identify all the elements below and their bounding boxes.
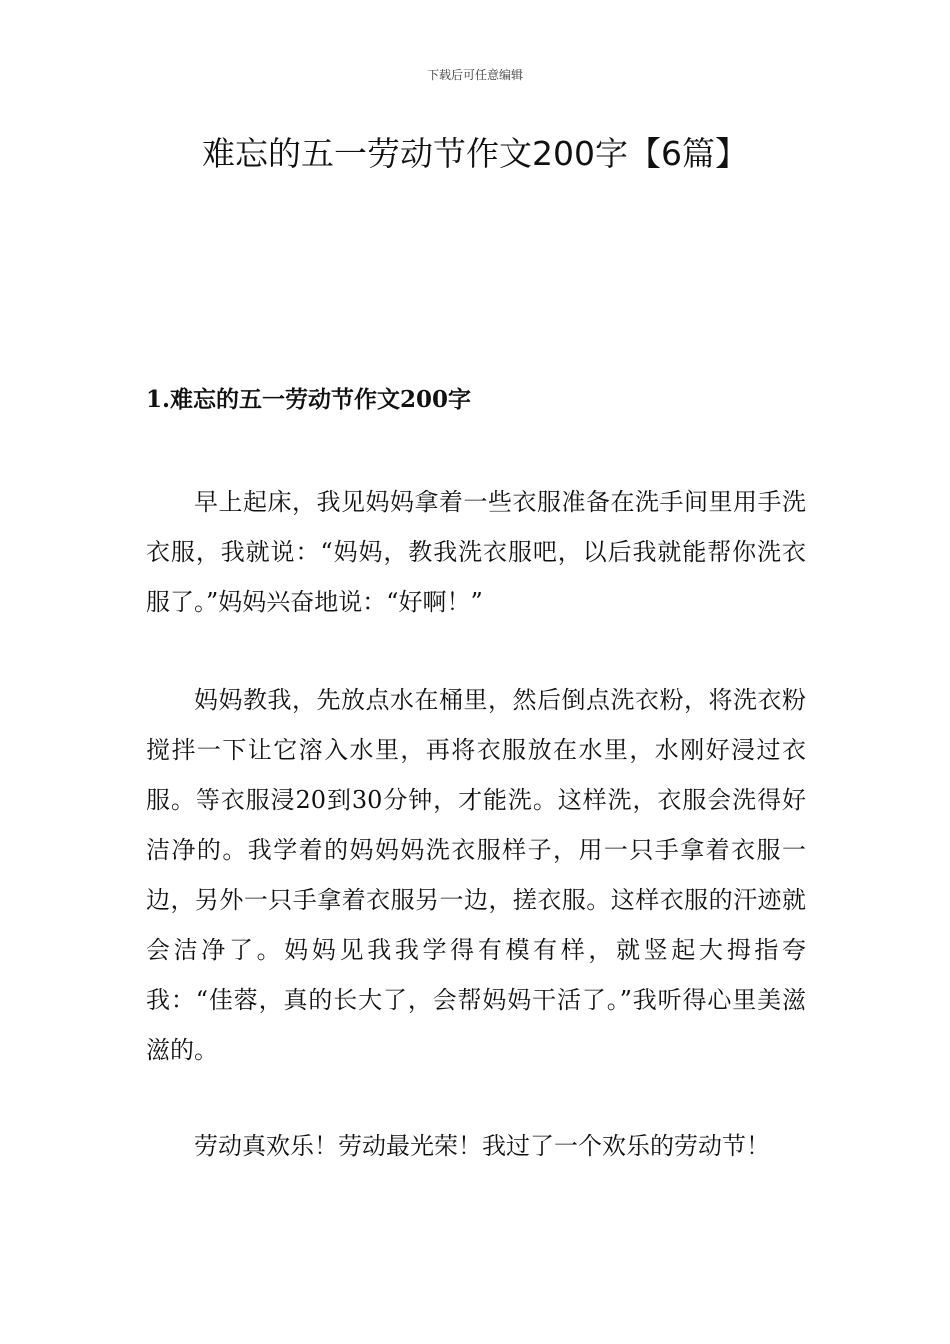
paragraph-1: 早上起床，我见妈妈拿着一些衣服准备在洗手间里用手洗衣服，我就说：“妈妈，教我洗衣服吧，以后我就能帮你洗衣服了。”妈妈兴奋地说：“好啊！” (146, 488, 806, 616)
header-note: 下载后可任意编辑 (426, 68, 523, 82)
paragraph-3: 劳动真欢乐！劳动最光荣！我过了一个欢乐的劳动节！ (194, 1132, 770, 1160)
document-title: 难忘的五一劳动节作文200字【6篇】 (202, 134, 748, 173)
paragraph-2: 妈妈教我，先放点水在桶里，然后倒点洗衣粉，将洗衣粉搅拌一下让它溶入水里，再将衣服放在水里，水刚好浸过衣服。等衣服浸20到30分钟，才能洗。这样洗，衣服会洗得好洁净的。我学着的妈妈妈洗衣服样子，用一只手拿着衣服一边，另外一只手拿着衣服另一边，搓衣服。这样衣服的汗迹就会洁净了。妈妈见我我学得有模有样，就竖起大拇指夸我：“佳蓉，真的长大了，会帮妈妈干活了。”我听得心里美滋滋的。 (146, 686, 806, 1064)
section-heading: 1.难忘的五一劳动节作文200字 (146, 386, 472, 413)
